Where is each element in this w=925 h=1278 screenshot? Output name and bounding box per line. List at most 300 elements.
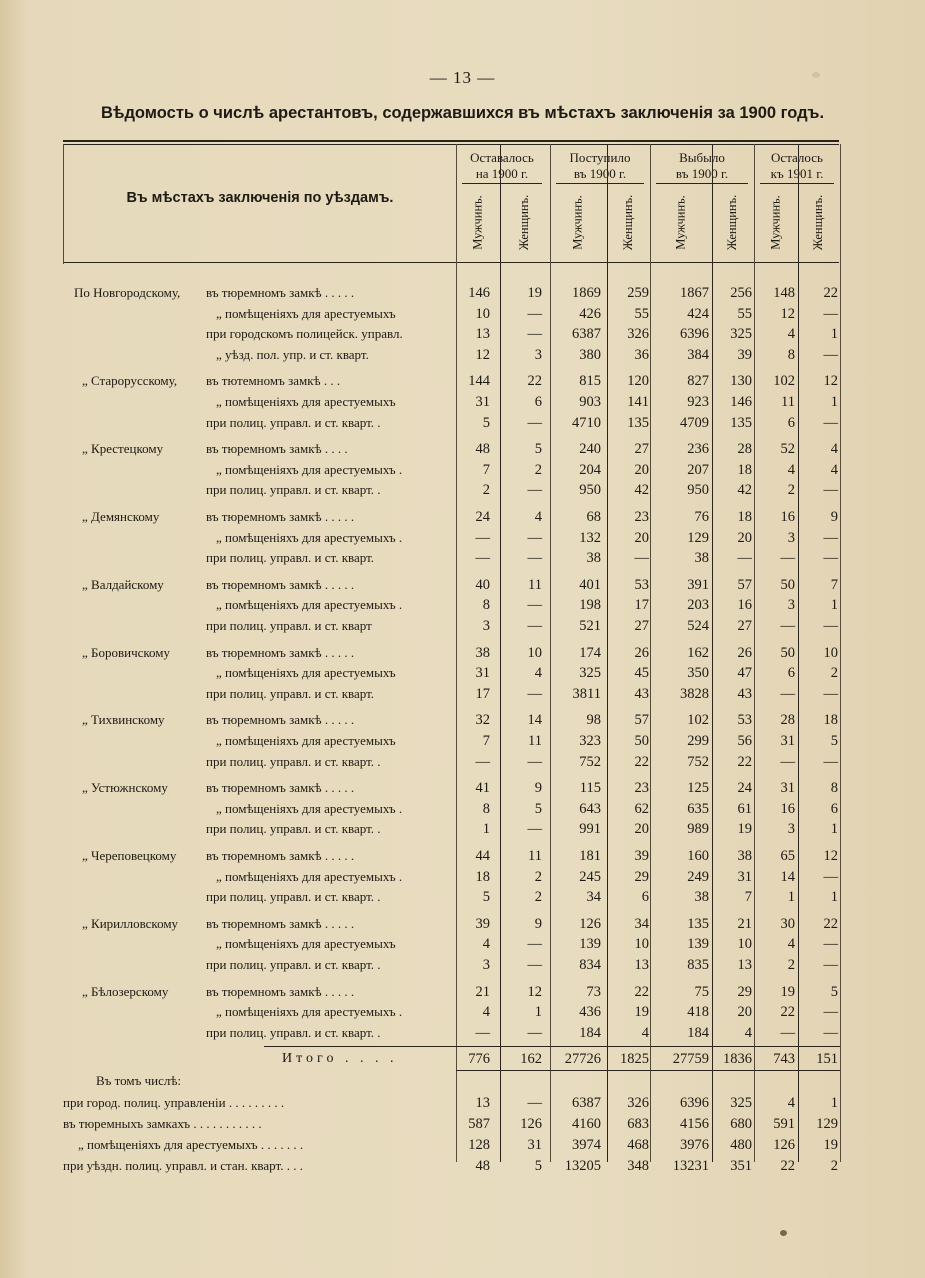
table-cell-value: — (527, 936, 542, 953)
breakdown-label: при город. полиц. управленіи . . . . . . . . . (63, 1095, 285, 1111)
table-cell-value: — (823, 936, 838, 953)
table-cell-value: 3811 (572, 685, 601, 702)
column-header-text: Женщинъ. (811, 194, 826, 250)
institution-label: „ уѣзд. пол. упр. и ст. кварт. (216, 346, 369, 362)
table-row (0, 616, 925, 636)
table-row (0, 955, 925, 975)
table-cell-value: 18 (737, 461, 752, 478)
table-cell-value: 50 (780, 576, 795, 593)
table-row (0, 480, 925, 500)
table-cell-value: 4 (787, 461, 795, 478)
table-cell-value: 139 (579, 936, 601, 953)
table-cell-value: 521 (579, 618, 601, 634)
table-cell-value: 27 (737, 618, 752, 634)
table-cell-value: 8 (482, 597, 490, 614)
breakdown-row (0, 1114, 925, 1134)
table-cell-value: 98 (586, 712, 601, 729)
table-cell-value: 126 (579, 915, 601, 932)
table-cell-value: 120 (627, 373, 649, 390)
table-cell-value: 42 (634, 482, 649, 499)
table-cell-value: 9 (534, 915, 542, 932)
table-cell-value: 1 (482, 821, 490, 838)
column-header-text: Женщинъ. (621, 194, 635, 250)
table-cell-value: 48 (475, 441, 490, 458)
breakdown-row (0, 1135, 925, 1155)
table-cell-value: 1 (534, 1004, 542, 1021)
table-cell-value: 643 (579, 800, 601, 817)
table-cell-value: 16 (780, 800, 795, 817)
district-name: „ Валдайскому (82, 576, 164, 592)
breakdown-label: „ помѣщеніяхъ для арестуемыхъ . . . . . . . (78, 1137, 304, 1153)
table-cell-value: 184 (687, 1024, 709, 1041)
table-cell-value: 5 (830, 983, 838, 1000)
table-cell-value: 6 (830, 800, 838, 817)
table-cell-value: — (634, 550, 649, 567)
column-group-rule (462, 183, 542, 184)
table-cell-value: 13 (475, 1095, 490, 1112)
table-cell-value: 34 (634, 915, 649, 932)
table-cell-value: — (527, 957, 542, 973)
table-row (0, 413, 925, 433)
table-cell-value: 102 (773, 373, 795, 390)
table-cell-value: 259 (627, 285, 649, 301)
table-cell-value: 10 (527, 644, 542, 661)
table-cell-value: 350 (687, 665, 709, 682)
table-cell-value: 42 (737, 482, 752, 499)
breakdown-row (0, 1156, 925, 1176)
column-group-year: въ 1900 г. (573, 166, 627, 181)
table-cell-value: 5 (534, 1158, 542, 1175)
table-cell-value: 5 (534, 800, 542, 817)
institution-label: въ тюремномъ замкѣ . . . . . (206, 915, 355, 931)
table-cell-value: — (527, 821, 542, 838)
table-cell-value: 480 (730, 1137, 752, 1154)
table-cell-value: 827 (687, 373, 709, 390)
table-cell-value: 45 (634, 665, 649, 682)
table-cell-value: 12 (527, 983, 542, 1000)
column-group-title: Поступило (569, 150, 631, 165)
table-cell-value: 3 (787, 597, 795, 614)
table-cell-value: 4 (534, 665, 542, 682)
table-cell-value: 29 (737, 983, 752, 1000)
table-cell-value: 27759 (672, 1051, 709, 1068)
column-header-men (550, 188, 607, 256)
table-row (0, 548, 925, 568)
table-cell-value: 21 (475, 983, 490, 1000)
column-group-title: Осталось (771, 150, 823, 165)
table-cell-value: 4709 (680, 414, 709, 431)
table-cell-value: 36 (634, 346, 649, 363)
table-cell-value: 8 (830, 780, 838, 797)
table-cell-value: 950 (687, 482, 709, 499)
institution-label: въ тюремномъ замкѣ . . . . . (206, 576, 355, 592)
table-cell-value: — (823, 482, 838, 499)
institution-label: въ тюремномъ замкѣ . . . . . (206, 712, 355, 728)
table-cell-value: 326 (627, 326, 649, 343)
breakdown-heading: Въ томъ числѣ: (96, 1073, 182, 1089)
table-cell-value: 22 (823, 285, 838, 301)
column-header-text: Женщинъ. (725, 194, 740, 250)
table-cell-value: 989 (687, 821, 709, 838)
institution-label: „ помѣщеніяхъ для арестуемыхъ . (216, 868, 403, 884)
table-cell-value: — (475, 550, 490, 567)
table-cell-value: 256 (730, 285, 752, 301)
column-header-women (712, 188, 754, 256)
table-cell-value: 9 (534, 780, 542, 797)
table-cell-value: 923 (687, 394, 709, 410)
table-cell-value: 391 (687, 576, 709, 593)
institution-label: „ помѣщеніяхъ для арестуемыхъ . (216, 461, 403, 477)
institution-label: „ помѣщеніяхъ для арестуемыхъ . (216, 1004, 403, 1020)
column-group-header (650, 150, 754, 182)
table-cell-value: 12 (475, 346, 490, 363)
table-cell-value: — (527, 326, 542, 343)
table-cell-value: 348 (627, 1158, 649, 1175)
table-cell-value: 7 (830, 576, 838, 593)
table-cell-value: 162 (520, 1051, 542, 1068)
table-cell-value: 236 (687, 441, 709, 458)
table-cell-value: 4160 (572, 1116, 601, 1133)
column-group-title: Оставалось (470, 150, 534, 165)
table-cell-value: 834 (579, 957, 601, 973)
table-cell-value: 3 (787, 529, 795, 546)
table-cell-value: 401 (579, 576, 601, 593)
institution-label: при полиц. управл. и ст. кварт. . (206, 957, 381, 972)
table-cell-value: 4 (787, 936, 795, 953)
table-cell-value: 323 (579, 733, 601, 749)
table-cell-value: 7 (482, 461, 490, 478)
table-cell-value: 424 (687, 305, 709, 322)
table-cell-value: — (823, 618, 838, 634)
table-cell-value: 752 (687, 753, 709, 770)
district-name: „ Череповецкому (82, 848, 177, 863)
table-cell-value: 3 (534, 346, 542, 363)
table-cell-value: 28 (737, 441, 752, 458)
table-cell-value: 325 (579, 665, 601, 682)
table-cell-value: 384 (687, 346, 709, 363)
table-cell-value: 129 (816, 1116, 838, 1133)
table-cell-value: 30 (780, 915, 795, 932)
table-cell-value: 43 (737, 685, 752, 702)
table-row (0, 867, 925, 887)
district-name: „ Крестецкому (82, 441, 164, 457)
table-cell-value: 50 (780, 644, 795, 661)
table-cell-value: 38 (475, 644, 490, 661)
table-cell-value: 57 (737, 576, 752, 593)
table-cell-value: 48 (475, 1158, 490, 1175)
table-cell-value: — (780, 618, 795, 634)
table-cell-value: 5 (534, 441, 542, 458)
table-cell-value: — (823, 529, 838, 546)
table-cell-value: 4 (641, 1024, 649, 1041)
table-cell-value: 31 (737, 868, 752, 885)
table-row (0, 778, 925, 798)
table-cell-value: 1 (830, 1095, 838, 1112)
column-group-header (550, 150, 650, 182)
table-cell-value: 31 (780, 733, 795, 749)
table-cell-value: 835 (687, 957, 709, 973)
district-name: „ Устюжнскому (82, 780, 168, 796)
column-group-rule (760, 183, 834, 184)
table-cell-value: 16 (737, 597, 752, 614)
page-title: Вѣдомость о числѣ арестантовъ, содержавшихся въ мѣстахъ заключенія за 1900 годъ. (100, 104, 825, 122)
table-cell-value: 139 (687, 936, 709, 953)
table-cell-value: 39 (475, 915, 490, 932)
table-cell-value: — (823, 346, 838, 363)
table-cell-value: 135 (627, 414, 649, 431)
table-cell-value: 28 (780, 712, 795, 729)
table-cell-value: 22 (527, 373, 542, 390)
table-row (0, 283, 925, 303)
institution-label: въ тюремномъ замкѣ . . . . . (206, 285, 355, 300)
table-cell-value: 76 (694, 509, 709, 525)
column-header-men (754, 188, 798, 256)
table-cell-value: — (823, 305, 838, 322)
table-cell-value: 4710 (572, 414, 601, 431)
table-cell-value: 6387 (572, 326, 601, 343)
table-cell-value: 204 (579, 461, 601, 478)
table-cell-value: 1869 (572, 285, 601, 301)
table-cell-value: 4 (830, 461, 838, 478)
table-cell-value: 3 (482, 618, 490, 634)
table-cell-value: 14 (527, 712, 542, 729)
institution-label: при полиц. управл. и ст. кварт. . (206, 1024, 381, 1040)
table-cell-value: 135 (687, 915, 709, 932)
institution-label: „ помѣщеніяхъ для арестуемыхъ . (216, 597, 403, 613)
table-cell-value: 6 (787, 414, 795, 431)
ink-speck (780, 1230, 787, 1236)
column-group-rule (556, 183, 644, 184)
table-cell-value: 1836 (723, 1051, 752, 1068)
table-cell-value: 18 (737, 509, 752, 525)
table-cell-value: 10 (475, 305, 490, 322)
column-header-text: Мужчинъ. (571, 194, 585, 250)
table-cell-value: 680 (730, 1116, 752, 1133)
district-name: „ Боровичскому (82, 644, 171, 660)
table-cell-value: 65 (780, 848, 795, 864)
table-cell-value: 203 (687, 597, 709, 614)
table-cell-value: 11 (528, 576, 542, 593)
table-cell-value: 146 (468, 285, 490, 301)
table-cell-value: 2 (482, 482, 490, 499)
table-cell-value: 752 (579, 753, 601, 770)
table-cell-value: 436 (579, 1004, 601, 1021)
table-cell-value: 27726 (564, 1051, 601, 1068)
table-cell-value: 62 (634, 800, 649, 817)
table-cell-value: 4 (482, 1004, 490, 1021)
table-cell-value: 4156 (680, 1116, 709, 1133)
table-cell-value: — (780, 1024, 795, 1041)
table-cell-value: 3976 (680, 1137, 709, 1154)
institution-label: „ помѣщеніяхъ для арестуемыхъ (216, 665, 396, 681)
table-cell-value: 39 (634, 848, 649, 864)
table-cell-value: 13 (475, 326, 490, 343)
table-cell-value: 13 (634, 957, 649, 973)
table-cell-value: 903 (579, 394, 601, 410)
table-cell-value: 75 (694, 983, 709, 1000)
table-cell-value: 55 (634, 305, 649, 322)
table-cell-value: 141 (627, 394, 649, 410)
table-cell-value: 4 (744, 1024, 752, 1041)
table-row (0, 934, 925, 954)
table-cell-value: — (527, 597, 542, 614)
table-cell-value: 44 (475, 848, 490, 864)
table-cell-value: 418 (687, 1004, 709, 1021)
column-header-text: Женщинъ. (517, 194, 532, 250)
table-cell-value: 102 (687, 712, 709, 729)
table-cell-value: — (823, 1004, 838, 1021)
table-cell-value: 39 (737, 346, 752, 363)
table-cell-value: — (527, 414, 542, 431)
table-row (0, 799, 925, 819)
page-number: — 13 — (429, 68, 496, 87)
table-cell-value: 2 (830, 1158, 838, 1175)
table-cell-value: — (780, 685, 795, 702)
table-cell-value: 38 (737, 848, 752, 864)
table-cell-value: 19 (780, 983, 795, 1000)
table-cell-value: 8 (787, 346, 795, 363)
table-cell-value: 135 (730, 414, 752, 431)
institution-label: „ помѣщеніяхъ для арестуемыхъ (216, 936, 396, 952)
table-cell-value: 6 (787, 665, 795, 682)
table-row (0, 819, 925, 839)
institution-label: „ помѣщеніяхъ для арестуемыхъ . (216, 529, 403, 545)
table-row (0, 710, 925, 730)
table-cell-value: 17 (475, 685, 490, 702)
table-cell-value: — (475, 1024, 490, 1041)
table-cell-value: — (475, 753, 490, 770)
table-cell-value: 20 (634, 821, 649, 838)
table-cell-value: 148 (773, 285, 795, 301)
table-cell-value: 57 (634, 712, 649, 729)
column-header-women (607, 188, 650, 256)
column-group-header (456, 150, 548, 182)
table-cell-value: 38 (586, 550, 601, 567)
table-cell-value: 16 (780, 509, 795, 525)
table-row (0, 507, 925, 527)
table-cell-value: — (527, 529, 542, 546)
table-row (0, 392, 925, 412)
district-name: „ Тихвинскому (82, 712, 165, 728)
table-cell-value: 132 (579, 529, 601, 546)
table-cell-value: 249 (687, 868, 709, 885)
table-cell-value: 13 (737, 957, 752, 973)
table-cell-value: 6387 (572, 1095, 601, 1112)
table-cell-value: 31 (780, 780, 795, 797)
table-cell-value: 144 (468, 373, 490, 390)
table-cell-value: 11 (781, 394, 795, 410)
table-cell-value: 47 (737, 665, 752, 682)
table-cell-value: 43 (634, 685, 649, 702)
table-cell-value: — (527, 1024, 542, 1041)
table-cell-value: 40 (475, 576, 490, 593)
table-row (0, 345, 925, 365)
breakdown-label: при уѣздн. полиц. управл. и стан. кварт. . . . (63, 1158, 303, 1174)
table-cell-value: 743 (773, 1051, 795, 1068)
table-cell-value: 31 (475, 394, 490, 410)
table-cell-value: — (527, 685, 542, 702)
table-row (0, 643, 925, 663)
table-cell-value: 2 (830, 665, 838, 682)
total-label: Итого . . . . (282, 1051, 398, 1067)
institution-label: при полиц. управл. и ст. кварт. . (206, 753, 381, 769)
table-cell-value: 198 (579, 597, 601, 614)
table-row (0, 1023, 925, 1043)
institution-label: „ помѣщеніяхъ для арестуемыхъ (216, 733, 396, 748)
table-cell-value: 73 (586, 983, 601, 1000)
table-row (0, 982, 925, 1002)
table-cell-value: 61 (737, 800, 752, 817)
table-cell-value: 22 (737, 753, 752, 770)
table-cell-value: 68 (586, 509, 601, 525)
table-cell-value: 21 (737, 915, 752, 932)
table-header-rule (63, 262, 839, 263)
table-cell-value: — (823, 414, 838, 431)
table-cell-value: 4 (482, 936, 490, 953)
institution-label: при полиц. управл. и ст. кварт. . (206, 414, 381, 430)
table-cell-value: 1 (830, 889, 838, 906)
table-cell-value: 13231 (672, 1158, 709, 1175)
district-name: По Новгородскому, (74, 285, 181, 300)
table-cell-value: 26 (634, 644, 649, 661)
table-cell-value: 6 (534, 394, 542, 410)
table-cell-value: 591 (773, 1116, 795, 1133)
column-header-men (456, 188, 500, 256)
column-group-title: Выбыло (679, 150, 725, 165)
table-cell-value: 22 (634, 753, 649, 770)
table-cell-value: 5 (482, 414, 490, 431)
table-cell-value: 181 (579, 848, 601, 864)
table-cell-value: 19 (737, 821, 752, 838)
row-header-label: Въ мѣстахъ заключенія по уѣздамъ. (126, 190, 394, 206)
table-cell-value: 1867 (680, 285, 709, 301)
table-cell-value: 326 (627, 1095, 649, 1112)
table-cell-value: 22 (780, 1158, 795, 1175)
table-cell-value: 184 (579, 1024, 601, 1041)
table-cell-value: 4 (787, 326, 795, 343)
table-cell-value: 1 (830, 394, 838, 410)
table-cell-value: 22 (823, 915, 838, 932)
table-cell-value: 635 (687, 800, 709, 817)
table-cell-value: 115 (579, 780, 601, 797)
table-cell-value: 351 (730, 1158, 752, 1175)
total-row (0, 1049, 925, 1069)
column-header-women (798, 188, 840, 256)
table-cell-value: 53 (737, 712, 752, 729)
table-cell-value: 6396 (680, 1095, 709, 1112)
table-cell-value: 14 (780, 868, 795, 885)
column-header-women (500, 188, 550, 256)
table-cell-value: — (527, 1095, 542, 1112)
table-cell-value: 126 (520, 1116, 542, 1133)
column-header-text: Мужчинъ. (768, 194, 783, 250)
table-cell-value: 53 (634, 576, 649, 593)
table-cell-value: 325 (730, 326, 752, 343)
column-header-men (650, 188, 712, 256)
table-cell-value: 23 (634, 509, 649, 525)
column-header-text: Мужчинъ. (673, 194, 688, 250)
table-cell-value: — (527, 550, 542, 567)
table-cell-value: 56 (737, 733, 752, 749)
table-row (0, 371, 925, 391)
total-rule (264, 1046, 840, 1047)
table-cell-value: 426 (579, 305, 601, 322)
table-cell-value: 240 (579, 441, 601, 458)
institution-label: при полиц. управл. и ст. кварт. . (206, 821, 381, 837)
breakdown-row (0, 1093, 925, 1113)
table-row (0, 663, 925, 683)
table-cell-value: 130 (730, 373, 752, 390)
